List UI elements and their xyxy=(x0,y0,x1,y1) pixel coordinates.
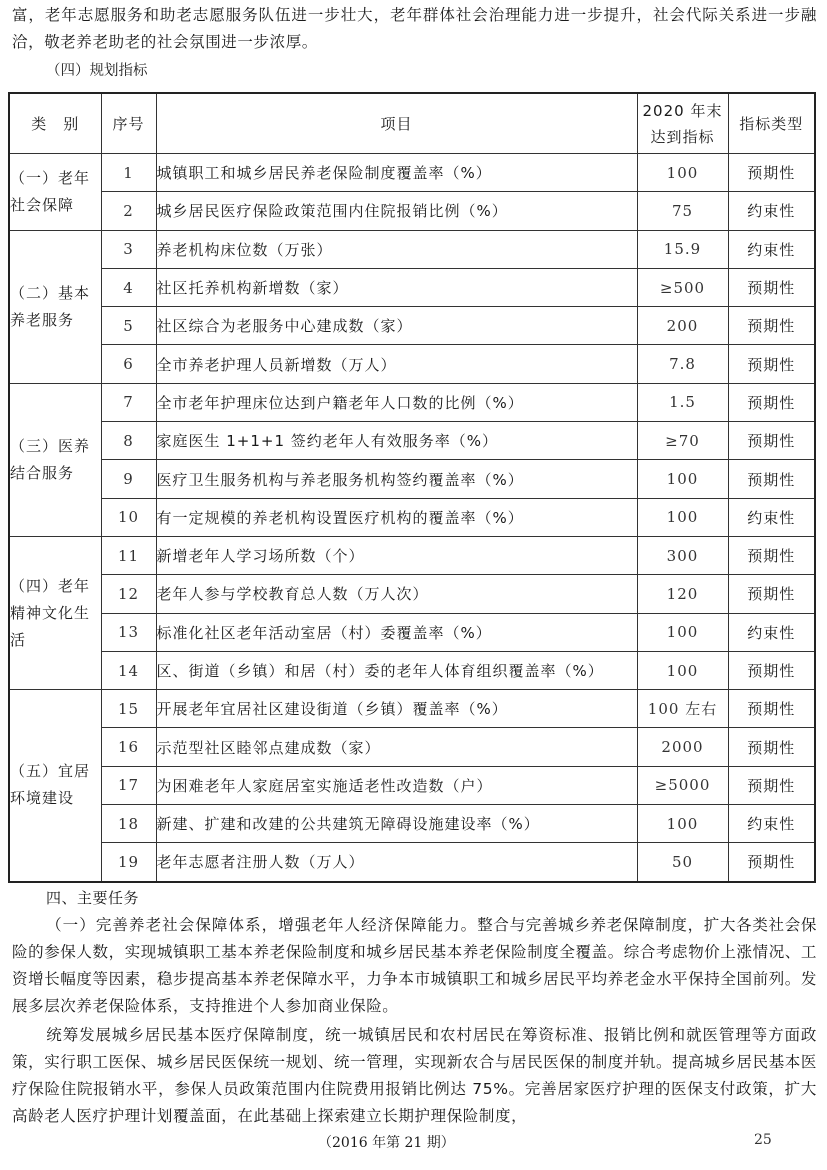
type-cell: 约束性 xyxy=(728,230,815,268)
item-cell: 社区托养机构新增数（家） xyxy=(156,268,637,306)
type-cell: 预期性 xyxy=(728,728,815,766)
target-cell: ≥70 xyxy=(637,422,728,460)
item-cell: 全市养老护理人员新增数（万人） xyxy=(156,345,637,383)
subheading-planning-indicators: （四）规划指标 xyxy=(46,63,148,79)
task2-paragraph xyxy=(12,1022,817,1130)
type-cell: 预期性 xyxy=(728,843,815,882)
seq-cell: 14 xyxy=(101,651,156,689)
type-cell: 预期性 xyxy=(728,154,815,192)
table-row xyxy=(9,766,815,804)
table-row xyxy=(9,307,815,345)
seq-cell: 15 xyxy=(101,690,156,728)
type-cell: 预期性 xyxy=(728,460,815,498)
seq-cell: 5 xyxy=(101,307,156,345)
task2-body: 统筹发展城乡居民基本医疗保障制度，统一城镇居民和农村居民在筹资标准、报销比例和就医管理等方面政策，实行职工医保、城乡居民医保统一规划、统一管理，实现新农合与居民医保的制度并轨。提高城乡居民基本医疗保险住院报销水平，参保人员政策范围内住院费用报销比例达 75%。完善居家医疗护理的医保支付政策，扩大高龄老人医疗护理计划覆盖面，在此基础上探索建立长期护理保险制度， xyxy=(12,1026,818,1125)
type-cell: 预期性 xyxy=(728,345,815,383)
type-cell: 预期性 xyxy=(728,383,815,421)
seq-cell: 18 xyxy=(101,805,156,843)
target-cell: ≥5000 xyxy=(637,766,728,804)
planning-indicators-table xyxy=(8,92,816,883)
intro-paragraph: 富，老年志愿服务和助老志愿服务队伍进一步壮大，老年群体社会治理能力进一步提升，社会代际关系进一步融洽，敬老养老助老的社会氛围进一步浓厚。 xyxy=(12,6,817,51)
header-target xyxy=(637,93,728,154)
table-row xyxy=(9,843,815,882)
table-row xyxy=(9,383,815,421)
type-cell: 约束性 xyxy=(728,805,815,843)
header-target-line1: 2020 年末 xyxy=(642,101,723,120)
task1-lead: （一）完善养老社会保障体系，增强老年人经济保障能力。 xyxy=(46,916,478,934)
table-row xyxy=(9,728,815,766)
seq-cell: 6 xyxy=(101,345,156,383)
type-cell: 预期性 xyxy=(728,690,815,728)
seq-cell: 16 xyxy=(101,728,156,766)
table-header-row xyxy=(9,93,815,154)
type-cell: 约束性 xyxy=(728,498,815,536)
type-cell: 预期性 xyxy=(728,268,815,306)
type-cell: 预期性 xyxy=(728,536,815,574)
type-cell: 预期性 xyxy=(728,307,815,345)
table-row xyxy=(9,154,815,192)
target-cell: 100 xyxy=(637,154,728,192)
item-cell: 养老机构床位数（万张） xyxy=(156,230,637,268)
target-cell: 15.9 xyxy=(637,230,728,268)
item-cell: 全市老年护理床位达到户籍老年人口数的比例（%） xyxy=(156,383,637,421)
table-row xyxy=(9,575,815,613)
target-cell: 2000 xyxy=(637,728,728,766)
item-cell: 有一定规模的养老机构设置医疗机构的覆盖率（%） xyxy=(156,498,637,536)
page-number: 25 xyxy=(754,1132,772,1148)
seq-cell: 7 xyxy=(101,383,156,421)
item-cell: 区、街道（乡镇）和居（村）委的老年人体育组织覆盖率（%） xyxy=(156,651,637,689)
target-cell: 300 xyxy=(637,536,728,574)
seq-cell: 8 xyxy=(101,422,156,460)
header-category: 类 别 xyxy=(9,93,101,154)
target-cell: 200 xyxy=(637,307,728,345)
header-seq: 序号 xyxy=(101,93,156,154)
target-cell: 100 xyxy=(637,498,728,536)
category-cell: （三）医养结合服务 xyxy=(9,383,101,536)
type-cell: 预期性 xyxy=(728,575,815,613)
table-row xyxy=(9,498,815,536)
target-cell: 7.8 xyxy=(637,345,728,383)
seq-cell: 3 xyxy=(101,230,156,268)
seq-cell: 2 xyxy=(101,192,156,230)
target-cell: 100 左右 xyxy=(637,690,728,728)
item-cell: 社区综合为老服务中心建成数（家） xyxy=(156,307,637,345)
item-cell: 新增老年人学习场所数（个） xyxy=(156,536,637,574)
seq-cell: 19 xyxy=(101,843,156,882)
type-cell: 约束性 xyxy=(728,192,815,230)
item-cell: 老年人参与学校教育总人数（万人次） xyxy=(156,575,637,613)
seq-cell: 13 xyxy=(101,613,156,651)
seq-cell: 17 xyxy=(101,766,156,804)
task1-paragraph xyxy=(12,912,817,1020)
category-cell: （二）基本养老服务 xyxy=(9,230,101,383)
item-cell: 城乡居民医疗保险政策范围内住院报销比例（%） xyxy=(156,192,637,230)
table-row xyxy=(9,422,815,460)
table-row xyxy=(9,460,815,498)
table-row xyxy=(9,192,815,230)
target-cell: 120 xyxy=(637,575,728,613)
table-row xyxy=(9,345,815,383)
item-cell: 老年志愿者注册人数（万人） xyxy=(156,843,637,882)
target-cell: 75 xyxy=(637,192,728,230)
category-cell: （四）老年精神文化生活 xyxy=(9,536,101,689)
seq-cell: 9 xyxy=(101,460,156,498)
target-cell: 100 xyxy=(637,613,728,651)
category-cell: （一）老年社会保障 xyxy=(9,154,101,231)
type-cell: 预期性 xyxy=(728,766,815,804)
target-cell: 100 xyxy=(637,805,728,843)
header-type: 指标类型 xyxy=(728,93,815,154)
header-item: 项目 xyxy=(156,93,637,154)
seq-cell: 11 xyxy=(101,536,156,574)
header-target-line2: 达到指标 xyxy=(650,127,715,146)
category-cell: （五）宜居环境建设 xyxy=(9,690,101,882)
type-cell: 约束性 xyxy=(728,613,815,651)
seq-cell: 12 xyxy=(101,575,156,613)
item-cell: 示范型社区睦邻点建成数（家） xyxy=(156,728,637,766)
type-cell: 预期性 xyxy=(728,422,815,460)
section-title-main-tasks: 四、主要任务 xyxy=(46,889,140,907)
table-row xyxy=(9,230,815,268)
seq-cell: 1 xyxy=(101,154,156,192)
table-row xyxy=(9,536,815,574)
item-cell: 新建、扩建和改建的公共建筑无障碍设施建设率（%） xyxy=(156,805,637,843)
item-cell: 开展老年宜居社区建设街道（乡镇）覆盖率（%） xyxy=(156,690,637,728)
target-cell: 1.5 xyxy=(637,383,728,421)
seq-cell: 10 xyxy=(101,498,156,536)
table-row xyxy=(9,805,815,843)
target-cell: 50 xyxy=(637,843,728,882)
table-row xyxy=(9,651,815,689)
target-cell: ≥500 xyxy=(637,268,728,306)
item-cell: 家庭医生 1+1+1 签约老年人有效服务率（%） xyxy=(156,422,637,460)
item-cell: 为困难老年人家庭居室实施适老性改造数（户） xyxy=(156,766,637,804)
target-cell: 100 xyxy=(637,651,728,689)
table-row xyxy=(9,690,815,728)
table-row xyxy=(9,268,815,306)
target-cell: 100 xyxy=(637,460,728,498)
type-cell: 预期性 xyxy=(728,651,815,689)
seq-cell: 4 xyxy=(101,268,156,306)
item-cell: 城镇职工和城乡居民养老保险制度覆盖率（%） xyxy=(156,154,637,192)
item-cell: 医疗卫生服务机构与养老服务机构签约覆盖率（%） xyxy=(156,460,637,498)
footer-issue: （2016 年第 21 期） xyxy=(318,1135,455,1151)
item-cell: 标准化社区老年活动室居（村）委覆盖率（%） xyxy=(156,613,637,651)
task1-body: 整合与完善城乡养老保障制度，扩大各类社会保险的参保人数，实现城镇职工基本养老保险制度和城乡居民基本养老保险制度全覆盖。综合考虑物价上涨情况、工资增长幅度等因素，稳步提高基本养老保障水平，力争本市城镇职工和城乡居民平均养老金水平保持全国前列。发展多层次养老保险体系，支持推进个人参加商业保险。 xyxy=(12,916,818,1015)
table-row xyxy=(9,613,815,651)
